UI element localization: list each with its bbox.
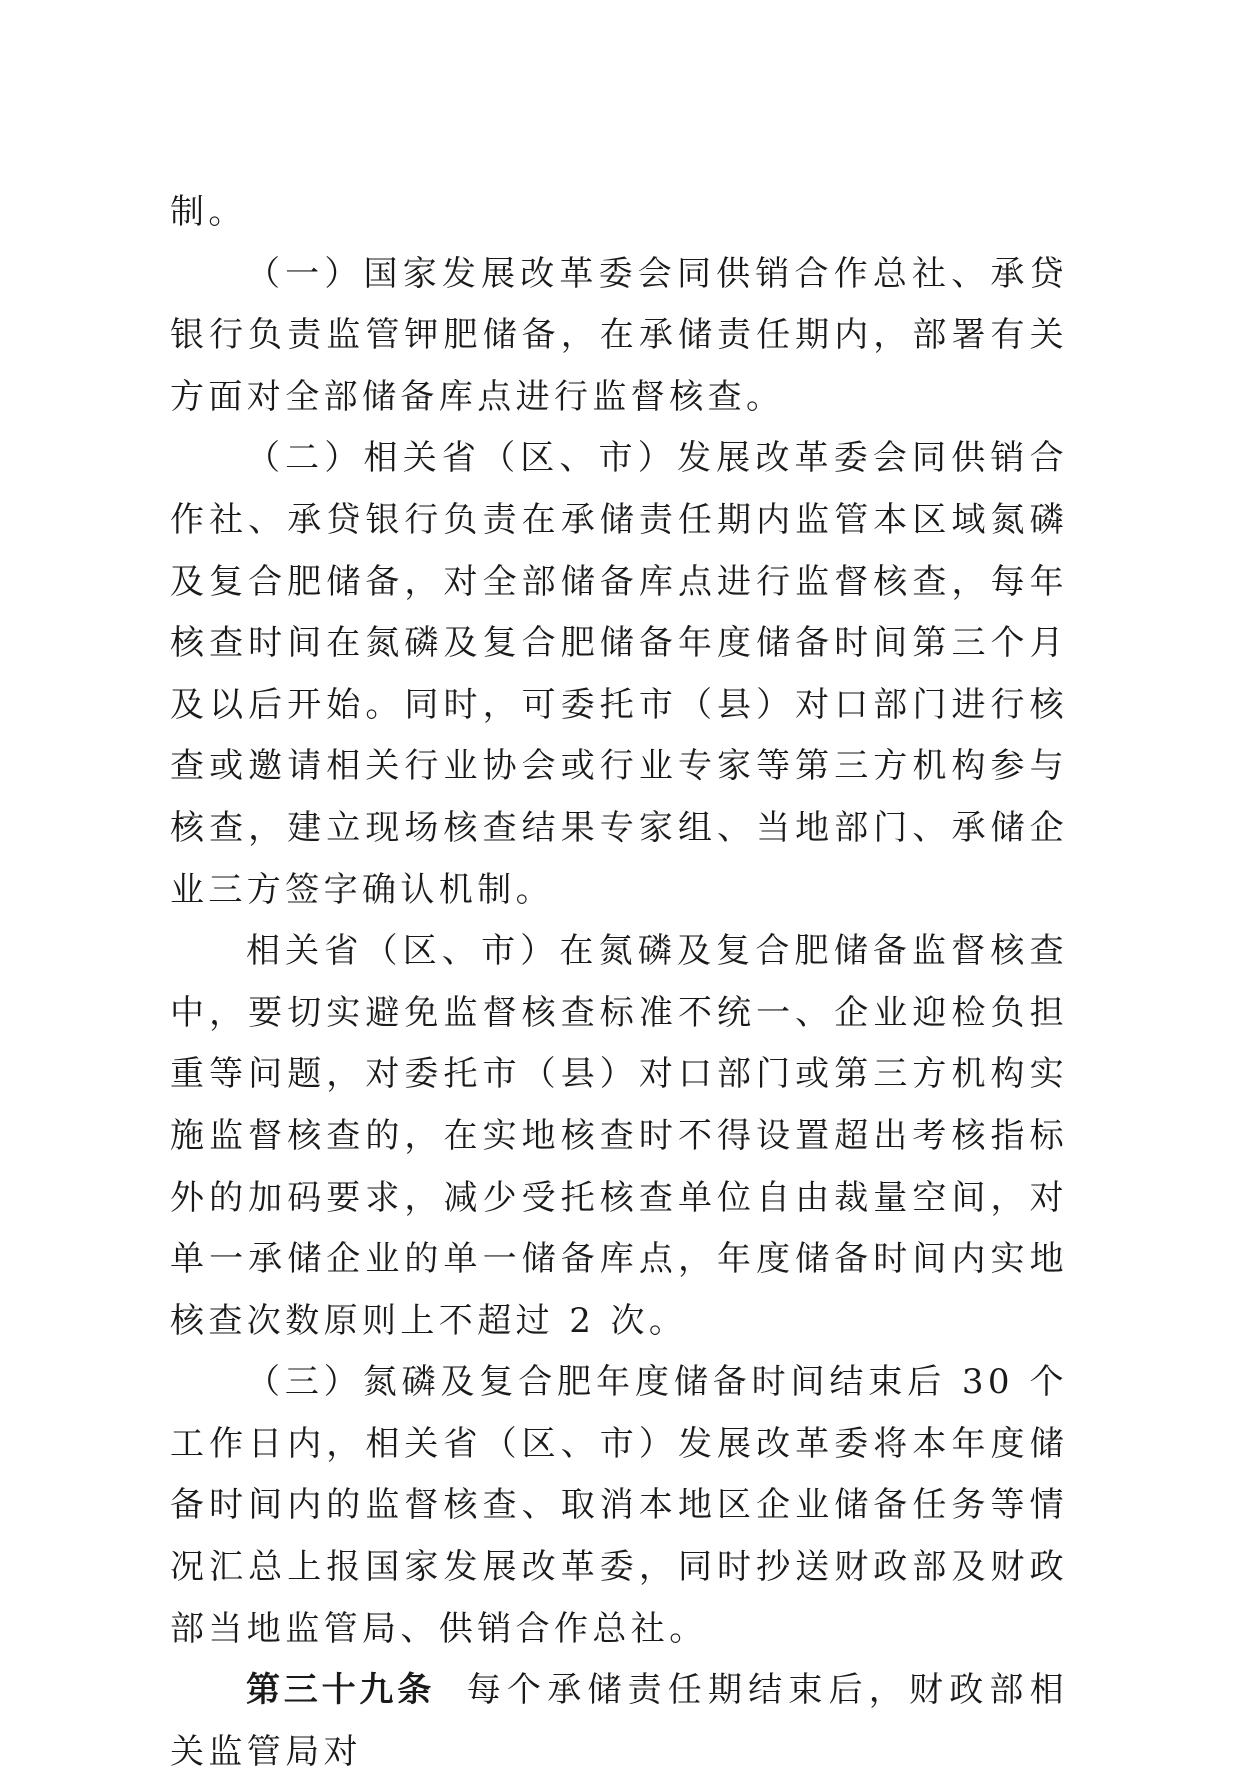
paragraph-continuation: 制。 (170, 192, 247, 232)
paragraph-item-3: （三）氮磷及复合肥年度储备时间结束后 30 个工作日内，相关省（区、市）发展改革委将本年度储备时间内的监督核查、取消本地区企业储备任务等情况汇总上报国家发展改革委，同时抄送财政部及财政部当地监管局、供销合作总社。 (170, 1362, 1068, 1649)
document-body (170, 182, 1068, 1783)
paragraph-item-1: （一）国家发展改革委会同供销合作总社、承贷银行负责监管钾肥储备，在承储责任期内，部署有关方面对全部储备库点进行监督核查。 (170, 253, 1068, 417)
article-39-heading: 第三十九条 (246, 1670, 435, 1711)
article-39-paragraph (170, 1660, 1068, 1783)
article-39-text: 每个承储责任期结束后，财政部相关监管局对 (170, 1670, 1068, 1772)
paragraph-provincial-note: 相关省（区、市）在氮磷及复合肥储备监督核查中，要切实避免监督核查标准不统一、企业迎检负担重等问题，对委托市（县）对口部门或第三方机构实施监督核查的，在实地核查时不得设置超出考核指标外的加码要求，减少受托核查单位自由裁量空间，对单一承储企业的单一储备库点，年度储备时间内实地核查次数原则上不超过 2 次。 (170, 931, 1068, 1341)
paragraph-item-2: （二）相关省（区、市）发展改革委会同供销合作社、承贷银行负责在承储责任期内监管本区域氮磷及复合肥储备，对全部储备库点进行监督核查，每年核查时间在氮磷及复合肥储备年度储备时间第三个月及以后开始。同时，可委托市（县）对口部门进行核查或邀请相关行业协会或行业专家等第三方机构参与核查，建立现场核查结果专家组、当地部门、承储企业三方签字确认机制。 (170, 438, 1068, 910)
